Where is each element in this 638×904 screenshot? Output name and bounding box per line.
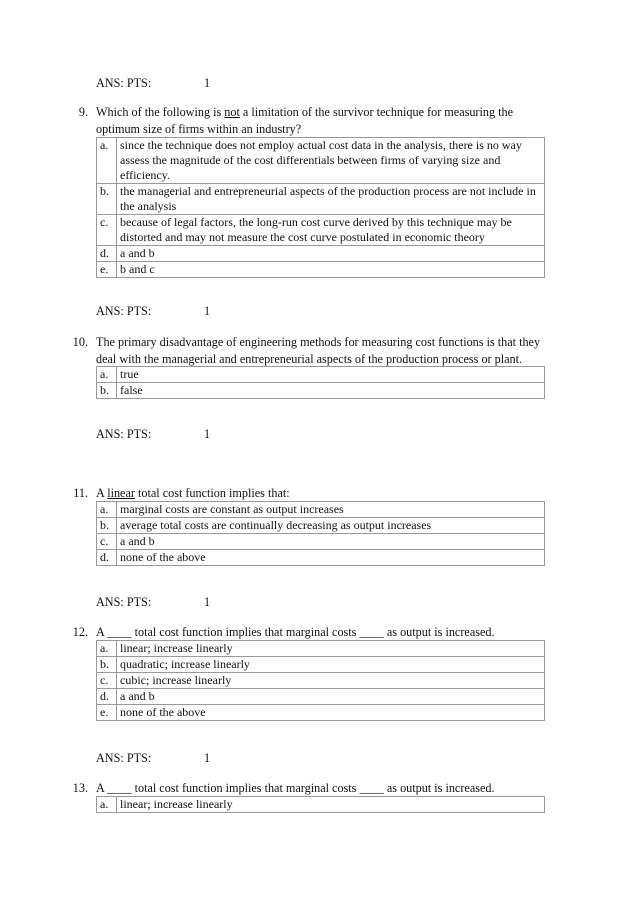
question-number: 9.	[78, 105, 88, 119]
pts-value: 1	[204, 76, 211, 90]
option-text: none of the above	[117, 705, 545, 721]
option-letter: d.	[97, 246, 117, 262]
pts-label: PTS:	[126, 751, 152, 765]
option-text: marginal costs are constant as output increases	[117, 502, 545, 518]
option-row	[97, 518, 545, 534]
answer-line-9	[96, 304, 211, 319]
question-11	[62, 485, 552, 502]
option-letter: a.	[97, 797, 117, 813]
question-stem: Which of the following is not a limitation of the survivor technique for measuring the optimum size of firms within an industry?	[96, 105, 514, 136]
question-stem: A ____ total cost function implies that marginal costs ____ as output is increased.	[96, 625, 495, 639]
option-letter: c.	[97, 215, 117, 246]
question-10	[62, 334, 552, 368]
option-row	[97, 262, 545, 278]
pts-label: PTS:	[126, 427, 152, 441]
ans-label: ANS:	[96, 76, 124, 90]
ans-label: ANS:	[96, 427, 124, 441]
answer-line-8	[96, 76, 211, 91]
option-row	[97, 657, 545, 673]
question-stem: A linear total cost function implies that:	[96, 486, 290, 500]
question-number: 12.	[72, 625, 88, 639]
option-text: cubic; increase linearly	[117, 673, 545, 689]
answer-line-12	[96, 751, 211, 766]
option-text: a and b	[117, 534, 545, 550]
option-letter: e.	[97, 262, 117, 278]
option-letter: a.	[97, 367, 117, 383]
options-table-11	[96, 501, 545, 566]
option-row	[97, 705, 545, 721]
option-row	[97, 138, 545, 184]
option-row	[97, 383, 545, 399]
option-row	[97, 641, 545, 657]
option-letter: b.	[97, 518, 117, 534]
ans-label: ANS:	[96, 751, 124, 765]
question-stem: The primary disadvantage of engineering methods for measuring cost functions is that they deal with the managerial and entrepreneurial aspects of the production process or plant.	[96, 335, 541, 366]
option-letter: b.	[97, 184, 117, 215]
question-number: 10.	[72, 335, 88, 349]
question-number: 11.	[73, 486, 88, 500]
question-stem: A ____ total cost function implies that marginal costs ____ as output is increased.	[96, 781, 495, 795]
options-table-12	[96, 640, 545, 721]
option-text: average total costs are continually decreasing as output increases	[117, 518, 545, 534]
option-row	[97, 550, 545, 566]
ans-label: ANS:	[96, 595, 124, 609]
option-letter: b.	[97, 383, 117, 399]
option-text: because of legal factors, the long-run cost curve derived by this technique may be distorted and may not measure the cost curve postulated in economic theory	[117, 215, 545, 246]
options-table-9	[96, 137, 545, 278]
option-text: linear; increase linearly	[117, 797, 545, 813]
pts-value: 1	[204, 427, 211, 441]
options-table-13	[96, 796, 545, 813]
option-row	[97, 534, 545, 550]
question-12	[62, 624, 552, 641]
option-row	[97, 184, 545, 215]
option-row	[97, 502, 545, 518]
answer-line-10	[96, 427, 211, 442]
question-13	[62, 780, 552, 797]
option-letter: e.	[97, 705, 117, 721]
option-row	[97, 673, 545, 689]
option-letter: a.	[97, 138, 117, 184]
option-row	[97, 797, 545, 813]
answer-line-11	[96, 595, 211, 610]
option-row	[97, 246, 545, 262]
option-letter: d.	[97, 689, 117, 705]
pts-value: 1	[204, 304, 211, 318]
question-9	[62, 104, 552, 138]
option-letter: c.	[97, 534, 117, 550]
options-table-10	[96, 366, 545, 399]
option-text: none of the above	[117, 550, 545, 566]
option-letter: b.	[97, 657, 117, 673]
pts-label: PTS:	[126, 76, 152, 90]
option-letter: a.	[97, 502, 117, 518]
pts-value: 1	[204, 751, 211, 765]
option-text: the managerial and entrepreneurial aspects of the production process are not include in the analysis	[117, 184, 545, 215]
pts-label: PTS:	[126, 304, 152, 318]
option-text: quadratic; increase linearly	[117, 657, 545, 673]
emphasis-word: not	[224, 105, 240, 119]
option-text: a and b	[117, 689, 545, 705]
option-letter: a.	[97, 641, 117, 657]
option-letter: c.	[97, 673, 117, 689]
option-row	[97, 367, 545, 383]
option-text: since the technique does not employ actual cost data in the analysis, there is no way assess the magnitude of the cost differentials between firms of varying size and efficiency.	[117, 138, 545, 184]
option-text: a and b	[117, 246, 545, 262]
option-text: linear; increase linearly	[117, 641, 545, 657]
ans-label: ANS:	[96, 304, 124, 318]
option-row	[97, 215, 545, 246]
emphasis-word: linear	[107, 486, 135, 500]
option-text: true	[117, 367, 545, 383]
option-letter: d.	[97, 550, 117, 566]
option-text: b and c	[117, 262, 545, 278]
question-number: 13.	[72, 781, 88, 795]
option-text: false	[117, 383, 545, 399]
option-row	[97, 689, 545, 705]
pts-value: 1	[204, 595, 211, 609]
pts-label: PTS:	[126, 595, 152, 609]
